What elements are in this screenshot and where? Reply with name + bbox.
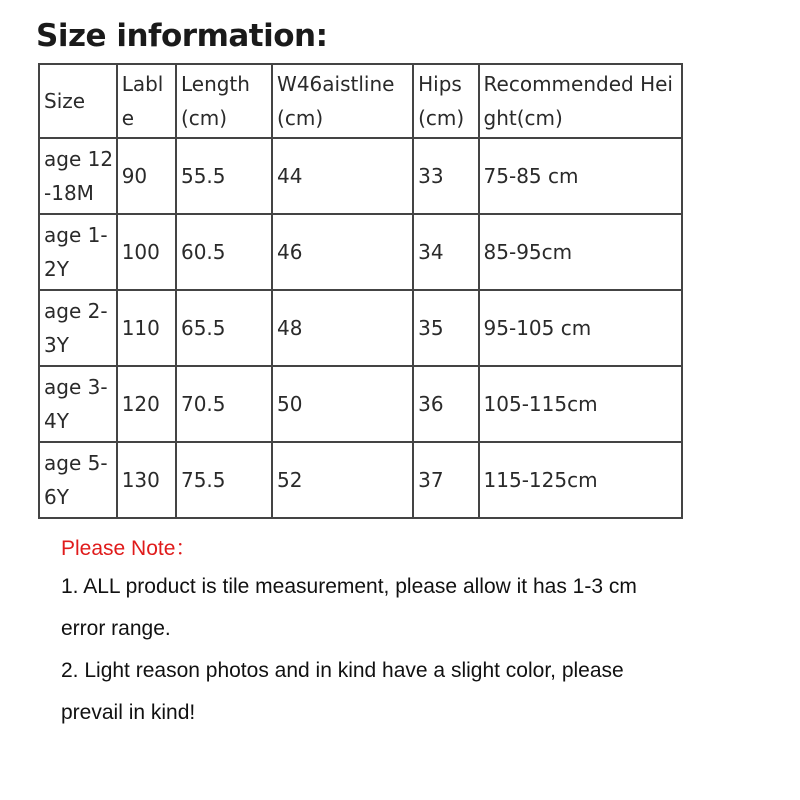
cell-hips: 35 [413, 290, 478, 366]
cell-hips: 33 [413, 138, 478, 214]
cell-size: age 5-6Y [39, 442, 117, 518]
table-row [39, 138, 682, 214]
cell-size: age 1-2Y [39, 214, 117, 290]
cell-height: 85-95cm [479, 214, 682, 290]
cell-label: 120 [117, 366, 176, 442]
cell-label: 90 [117, 138, 176, 214]
cell-waistline: 48 [272, 290, 413, 366]
table-header-row [39, 64, 682, 138]
cell-height: 95-105 cm [479, 290, 682, 366]
cell-length: 55.5 [176, 138, 272, 214]
table-row [39, 442, 682, 518]
size-table [38, 63, 683, 519]
cell-size: age 12-18M [39, 138, 117, 214]
table-row [39, 290, 682, 366]
header-label: Lable [117, 64, 176, 138]
header-length: Length (cm) [176, 64, 272, 138]
page-title: Size information: [36, 18, 328, 54]
cell-hips: 36 [413, 366, 478, 442]
cell-waistline: 50 [272, 366, 413, 442]
cell-size: age 2-3Y [39, 290, 117, 366]
cell-hips: 37 [413, 442, 478, 518]
cell-label: 110 [117, 290, 176, 366]
cell-length: 70.5 [176, 366, 272, 442]
cell-height: 75-85 cm [479, 138, 682, 214]
cell-height: 105-115cm [479, 366, 682, 442]
cell-waistline: 46 [272, 214, 413, 290]
note-line: 2. Light reason photos and in kind have a slight color, please [61, 659, 624, 682]
header-size: Size [39, 64, 117, 138]
cell-size: age 3-4Y [39, 366, 117, 442]
cell-hips: 34 [413, 214, 478, 290]
table-row [39, 214, 682, 290]
note-line: error range. [61, 617, 171, 640]
cell-length: 65.5 [176, 290, 272, 366]
cell-length: 75.5 [176, 442, 272, 518]
note-line: 1. ALL product is tile measurement, please allow it has 1-3 cm [61, 575, 637, 598]
note-line: prevail in kind! [61, 701, 196, 724]
cell-label: 130 [117, 442, 176, 518]
header-waistline: W46aistline (cm) [272, 64, 413, 138]
header-hips: Hips (cm) [413, 64, 478, 138]
table-row [39, 366, 682, 442]
cell-waistline: 44 [272, 138, 413, 214]
note-title: Please Note： [61, 537, 197, 560]
cell-length: 60.5 [176, 214, 272, 290]
cell-waistline: 52 [272, 442, 413, 518]
cell-label: 100 [117, 214, 176, 290]
header-recommended-height: Recommended Height(cm) [479, 64, 682, 138]
cell-height: 115-125cm [479, 442, 682, 518]
